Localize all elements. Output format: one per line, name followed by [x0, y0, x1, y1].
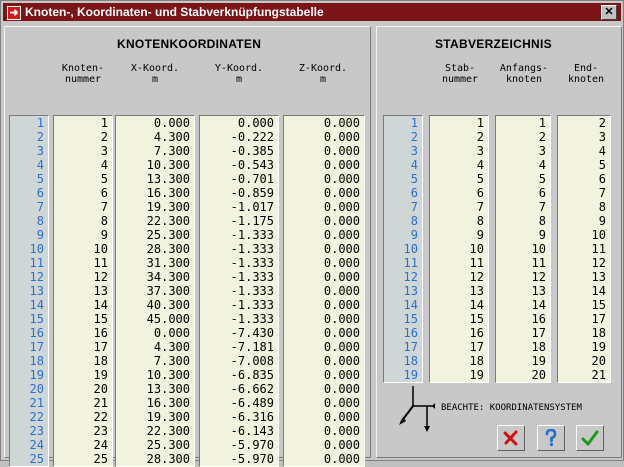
header-line: X-Koord.	[130, 63, 180, 74]
member-list-heading: STABVERZEICHNIS	[435, 37, 552, 51]
header-x-coord	[117, 63, 193, 85]
endknoten-cell: 8	[598, 200, 606, 214]
z-coord-cell: 0.000	[323, 172, 360, 186]
header-stabnummer	[431, 63, 489, 85]
stabnummer-cell: 9	[476, 228, 484, 242]
row-number: 10	[403, 242, 418, 256]
stabnummer-cell: 13	[469, 284, 484, 298]
z-coord-cell: 0.000	[323, 228, 360, 242]
knotennummer-cell: 1	[100, 116, 108, 130]
row-number: 8	[410, 214, 418, 228]
stabnummer-cell: 7	[476, 200, 484, 214]
ok-button[interactable]	[576, 425, 604, 451]
knotennummer-cell: 13	[93, 284, 108, 298]
row-number: 12	[29, 270, 44, 284]
endknoten-cell: 4	[598, 144, 606, 158]
knotennummer-cell: 9	[100, 228, 108, 242]
z-coord-cell: 0.000	[323, 144, 360, 158]
header-z-coord	[285, 63, 361, 85]
row-number: 18	[29, 354, 44, 368]
row-number: 3	[410, 144, 418, 158]
row-number: 13	[403, 284, 418, 298]
y-coord-cell: -0.543	[230, 158, 274, 172]
z-coord-cell: 0.000	[323, 186, 360, 200]
header-line: End-	[573, 63, 599, 74]
knotennummer-cell: 25	[93, 452, 108, 466]
anfangsknoten-cell: 17	[531, 326, 546, 340]
z-coord-cell: 0.000	[323, 200, 360, 214]
stabnummer-cell: 3	[476, 144, 484, 158]
header-line: m	[151, 74, 159, 85]
header-line: Z-Koord.	[298, 63, 348, 74]
endknoten-cell: 20	[591, 354, 606, 368]
row-number: 12	[403, 270, 418, 284]
knotennummer-cell: 2	[100, 130, 108, 144]
endknoten-cell: 6	[598, 172, 606, 186]
y-coord-cell: -0.385	[230, 144, 274, 158]
y-coord-cell: -6.316	[230, 410, 274, 424]
arrow-icon: ➜	[7, 6, 21, 20]
z-coord-cell: 0.000	[323, 298, 360, 312]
close-button[interactable]: ✕	[601, 5, 617, 20]
z-coord-cell: 0.000	[323, 452, 360, 466]
knotennummer-cell: 5	[100, 172, 108, 186]
x-coord-cell: 28.300	[146, 452, 190, 466]
header-anfangsknoten	[495, 63, 553, 85]
knotennummer-cell: 22	[93, 410, 108, 424]
row-number: 24	[29, 438, 44, 452]
x-coord-cell: 31.300	[146, 256, 190, 270]
y-coord-cell: -0.222	[230, 130, 274, 144]
anfangsknoten-cell: 2	[538, 130, 546, 144]
x-coord-cell: 19.300	[146, 410, 190, 424]
stabnummer-cell: 11	[469, 256, 484, 270]
stabnummer-cell: 17	[469, 340, 484, 354]
y-coord-cell: -1.333	[230, 242, 274, 256]
endknoten-cell: 12	[591, 256, 606, 270]
z-coord-cell: 0.000	[323, 116, 360, 130]
knotennummer-cell: 21	[93, 396, 108, 410]
stabnummer-cell: 8	[476, 214, 484, 228]
stabnummer-cell: 10	[469, 242, 484, 256]
anfangsknoten-cell: 7	[538, 200, 546, 214]
x-coord-cell: 4.300	[153, 130, 190, 144]
knotennummer-cell: 23	[93, 424, 108, 438]
z-coord-cell: 0.000	[323, 382, 360, 396]
y-coord-cell: -1.017	[230, 200, 274, 214]
row-number: 14	[403, 298, 418, 312]
z-coord-cell: 0.000	[323, 368, 360, 382]
row-number: 18	[403, 354, 418, 368]
row-number: 22	[29, 410, 44, 424]
y-coord-cell: -1.333	[230, 312, 274, 326]
header-y-coord	[201, 63, 277, 85]
row-index-column	[9, 115, 49, 467]
header-endknoten	[557, 63, 615, 85]
x-coord-cell: 16.300	[146, 186, 190, 200]
anfangsknoten-column	[495, 115, 551, 383]
stabnummer-cell: 5	[476, 172, 484, 186]
anfangsknoten-cell: 13	[531, 284, 546, 298]
x-coord-cell: 34.300	[146, 270, 190, 284]
anfangsknoten-cell: 5	[538, 172, 546, 186]
x-coord-cell: 22.300	[146, 214, 190, 228]
z-coord-cell: 0.000	[323, 214, 360, 228]
row-number: 2	[410, 130, 418, 144]
endknoten-cell: 13	[591, 270, 606, 284]
x-coord-cell: 4.300	[153, 340, 190, 354]
question-icon	[543, 429, 559, 447]
row-number: 8	[36, 214, 44, 228]
anfangsknoten-cell: 6	[538, 186, 546, 200]
stabnummer-cell: 6	[476, 186, 484, 200]
x-coord-cell: 25.300	[146, 438, 190, 452]
z-coord-cell: 0.000	[323, 284, 360, 298]
coordinate-system-note: BEACHTE: KOORDINATENSYSTEM	[441, 403, 582, 413]
row-number: 16	[403, 326, 418, 340]
header-line: Knoten-	[61, 63, 105, 74]
knotennummer-cell: 20	[93, 382, 108, 396]
x-coord-cell: 16.300	[146, 396, 190, 410]
row-number: 4	[36, 158, 44, 172]
knotennummer-cell: 24	[93, 438, 108, 452]
endknoten-cell: 10	[591, 228, 606, 242]
row-number: 20	[29, 382, 44, 396]
y-coord-cell: -5.970	[230, 438, 274, 452]
y-coord-cell: -0.859	[230, 186, 274, 200]
row-number: 9	[36, 228, 44, 242]
row-number: 17	[29, 340, 44, 354]
row-number: 11	[403, 256, 418, 270]
x-coord-cell: 40.300	[146, 298, 190, 312]
z-coord-cell: 0.000	[323, 158, 360, 172]
row-number: 16	[29, 326, 44, 340]
row-number: 6	[410, 186, 418, 200]
z-coord-cell: 0.000	[323, 396, 360, 410]
endknoten-cell: 9	[598, 214, 606, 228]
row-number: 11	[29, 256, 44, 270]
anfangsknoten-cell: 16	[531, 312, 546, 326]
stabnummer-cell: 15	[469, 312, 484, 326]
knotennummer-cell: 7	[100, 200, 108, 214]
x-coord-column	[115, 115, 195, 467]
header-line: Anfangs-	[499, 63, 549, 74]
x-coord-cell: 45.000	[146, 312, 190, 326]
y-coord-cell: -6.835	[230, 368, 274, 382]
z-coord-cell: 0.000	[323, 256, 360, 270]
x-coord-cell: 13.300	[146, 172, 190, 186]
knotennummer-cell: 16	[93, 326, 108, 340]
z-coord-cell: 0.000	[323, 130, 360, 144]
knotennummer-column	[53, 115, 113, 467]
row-number: 19	[403, 368, 418, 382]
y-coord-cell: -7.008	[230, 354, 274, 368]
y-coord-cell: -1.333	[230, 284, 274, 298]
x-coord-cell: 0.000	[153, 116, 190, 130]
y-coord-cell: -6.662	[230, 382, 274, 396]
row-number: 3	[36, 144, 44, 158]
knotennummer-cell: 17	[93, 340, 108, 354]
row-number: 23	[29, 424, 44, 438]
y-coord-cell: -5.970	[230, 452, 274, 466]
row-number: 19	[29, 368, 44, 382]
knotennummer-cell: 3	[100, 144, 108, 158]
anfangsknoten-cell: 14	[531, 298, 546, 312]
header-line: m	[319, 74, 327, 85]
node-coordinates-heading: KNOTENKOORDINATEN	[117, 37, 262, 51]
knotennummer-cell: 6	[100, 186, 108, 200]
z-coord-cell: 0.000	[323, 410, 360, 424]
anfangsknoten-cell: 9	[538, 228, 546, 242]
row-number: 6	[36, 186, 44, 200]
y-coord-cell: -7.430	[230, 326, 274, 340]
anfangsknoten-cell: 20	[531, 368, 546, 382]
cross-icon	[503, 430, 519, 446]
row-number: 17	[403, 340, 418, 354]
y-coord-cell: -1.333	[230, 256, 274, 270]
coordinate-system-icon	[397, 384, 437, 434]
knotennummer-cell: 11	[93, 256, 108, 270]
member-index-column	[383, 115, 423, 383]
knotennummer-cell: 8	[100, 214, 108, 228]
anfangsknoten-cell: 1	[538, 116, 546, 130]
anfangsknoten-cell: 12	[531, 270, 546, 284]
title-bar[interactable]	[3, 3, 621, 21]
row-number: 14	[29, 298, 44, 312]
stabnummer-cell: 4	[476, 158, 484, 172]
window-title: Knoten-, Koordinaten- und Stabverknüpfungstabelle	[25, 5, 324, 19]
header-line: nummer	[441, 74, 479, 85]
row-number: 25	[29, 452, 44, 466]
cancel-button[interactable]	[497, 425, 525, 451]
endknoten-cell: 21	[591, 368, 606, 382]
row-number: 13	[29, 284, 44, 298]
help-button[interactable]	[537, 425, 565, 451]
knotennummer-cell: 15	[93, 312, 108, 326]
stabnummer-cell: 18	[469, 354, 484, 368]
anfangsknoten-cell: 3	[538, 144, 546, 158]
row-number: 21	[29, 396, 44, 410]
anfangsknoten-cell: 11	[531, 256, 546, 270]
y-coord-cell: -1.333	[230, 228, 274, 242]
y-coord-cell: -1.333	[230, 298, 274, 312]
anfangsknoten-cell: 18	[531, 340, 546, 354]
y-coord-cell: 0.000	[237, 116, 274, 130]
x-coord-cell: 7.300	[153, 144, 190, 158]
x-coord-cell: 10.300	[146, 158, 190, 172]
y-coord-cell: -1.333	[230, 270, 274, 284]
z-coord-cell: 0.000	[323, 424, 360, 438]
x-coord-cell: 10.300	[146, 368, 190, 382]
endknoten-cell: 14	[591, 284, 606, 298]
header-line: m	[235, 74, 243, 85]
row-number: 15	[29, 312, 44, 326]
y-coord-column	[199, 115, 279, 467]
x-coord-cell: 0.000	[153, 326, 190, 340]
row-number: 4	[410, 158, 418, 172]
row-number: 7	[410, 200, 418, 214]
stabnummer-cell: 19	[469, 368, 484, 382]
x-coord-cell: 13.300	[146, 382, 190, 396]
row-number: 9	[410, 228, 418, 242]
endknoten-cell: 7	[598, 186, 606, 200]
knotennummer-cell: 10	[93, 242, 108, 256]
row-number: 7	[36, 200, 44, 214]
z-coord-cell: 0.000	[323, 340, 360, 354]
knotennummer-cell: 12	[93, 270, 108, 284]
endknoten-cell: 5	[598, 158, 606, 172]
y-coord-cell: -1.175	[230, 214, 274, 228]
header-line: nummer	[64, 74, 102, 85]
header-line: knoten	[567, 74, 605, 85]
endknoten-cell: 3	[598, 130, 606, 144]
row-number: 1	[410, 116, 418, 130]
row-number: 10	[29, 242, 44, 256]
row-number: 1	[36, 116, 44, 130]
header-knotennummer	[57, 63, 109, 85]
knotennummer-cell: 4	[100, 158, 108, 172]
stabnummer-cell: 12	[469, 270, 484, 284]
row-number: 15	[403, 312, 418, 326]
anfangsknoten-cell: 4	[538, 158, 546, 172]
anfangsknoten-cell: 8	[538, 214, 546, 228]
endknoten-cell: 18	[591, 326, 606, 340]
stabnummer-cell: 1	[476, 116, 484, 130]
z-coord-cell: 0.000	[323, 270, 360, 284]
endknoten-cell: 17	[591, 312, 606, 326]
z-coord-cell: 0.000	[323, 312, 360, 326]
header-line: knoten	[505, 74, 543, 85]
row-number: 5	[410, 172, 418, 186]
header-line: Stab-	[444, 63, 476, 74]
stabnummer-cell: 2	[476, 130, 484, 144]
x-coord-cell: 22.300	[146, 424, 190, 438]
z-coord-cell: 0.000	[323, 242, 360, 256]
node-coordinates-panel	[4, 26, 371, 466]
knotennummer-cell: 19	[93, 368, 108, 382]
knotennummer-cell: 14	[93, 298, 108, 312]
header-line: Y-Koord.	[214, 63, 264, 74]
z-coord-cell: 0.000	[323, 326, 360, 340]
row-number: 2	[36, 130, 44, 144]
checkmark-icon	[581, 430, 599, 446]
x-coord-cell: 7.300	[153, 354, 190, 368]
y-coord-cell: -6.143	[230, 424, 274, 438]
y-coord-cell: -7.181	[230, 340, 274, 354]
stabnummer-column	[429, 115, 489, 383]
x-coord-cell: 37.300	[146, 284, 190, 298]
y-coord-cell: -0.701	[230, 172, 274, 186]
y-coord-cell: -6.489	[230, 396, 274, 410]
anfangsknoten-cell: 19	[531, 354, 546, 368]
endknoten-cell: 19	[591, 340, 606, 354]
z-coord-cell: 0.000	[323, 354, 360, 368]
stabnummer-cell: 16	[469, 326, 484, 340]
endknoten-cell: 15	[591, 298, 606, 312]
z-coord-cell: 0.000	[323, 438, 360, 452]
x-coord-cell: 19.300	[146, 200, 190, 214]
x-coord-cell: 28.300	[146, 242, 190, 256]
z-coord-column	[283, 115, 365, 467]
stabnummer-cell: 14	[469, 298, 484, 312]
endknoten-column	[557, 115, 611, 383]
x-coord-cell: 25.300	[146, 228, 190, 242]
row-number: 5	[36, 172, 44, 186]
knotennummer-cell: 18	[93, 354, 108, 368]
endknoten-cell: 2	[598, 116, 606, 130]
endknoten-cell: 11	[591, 242, 606, 256]
anfangsknoten-cell: 10	[531, 242, 546, 256]
